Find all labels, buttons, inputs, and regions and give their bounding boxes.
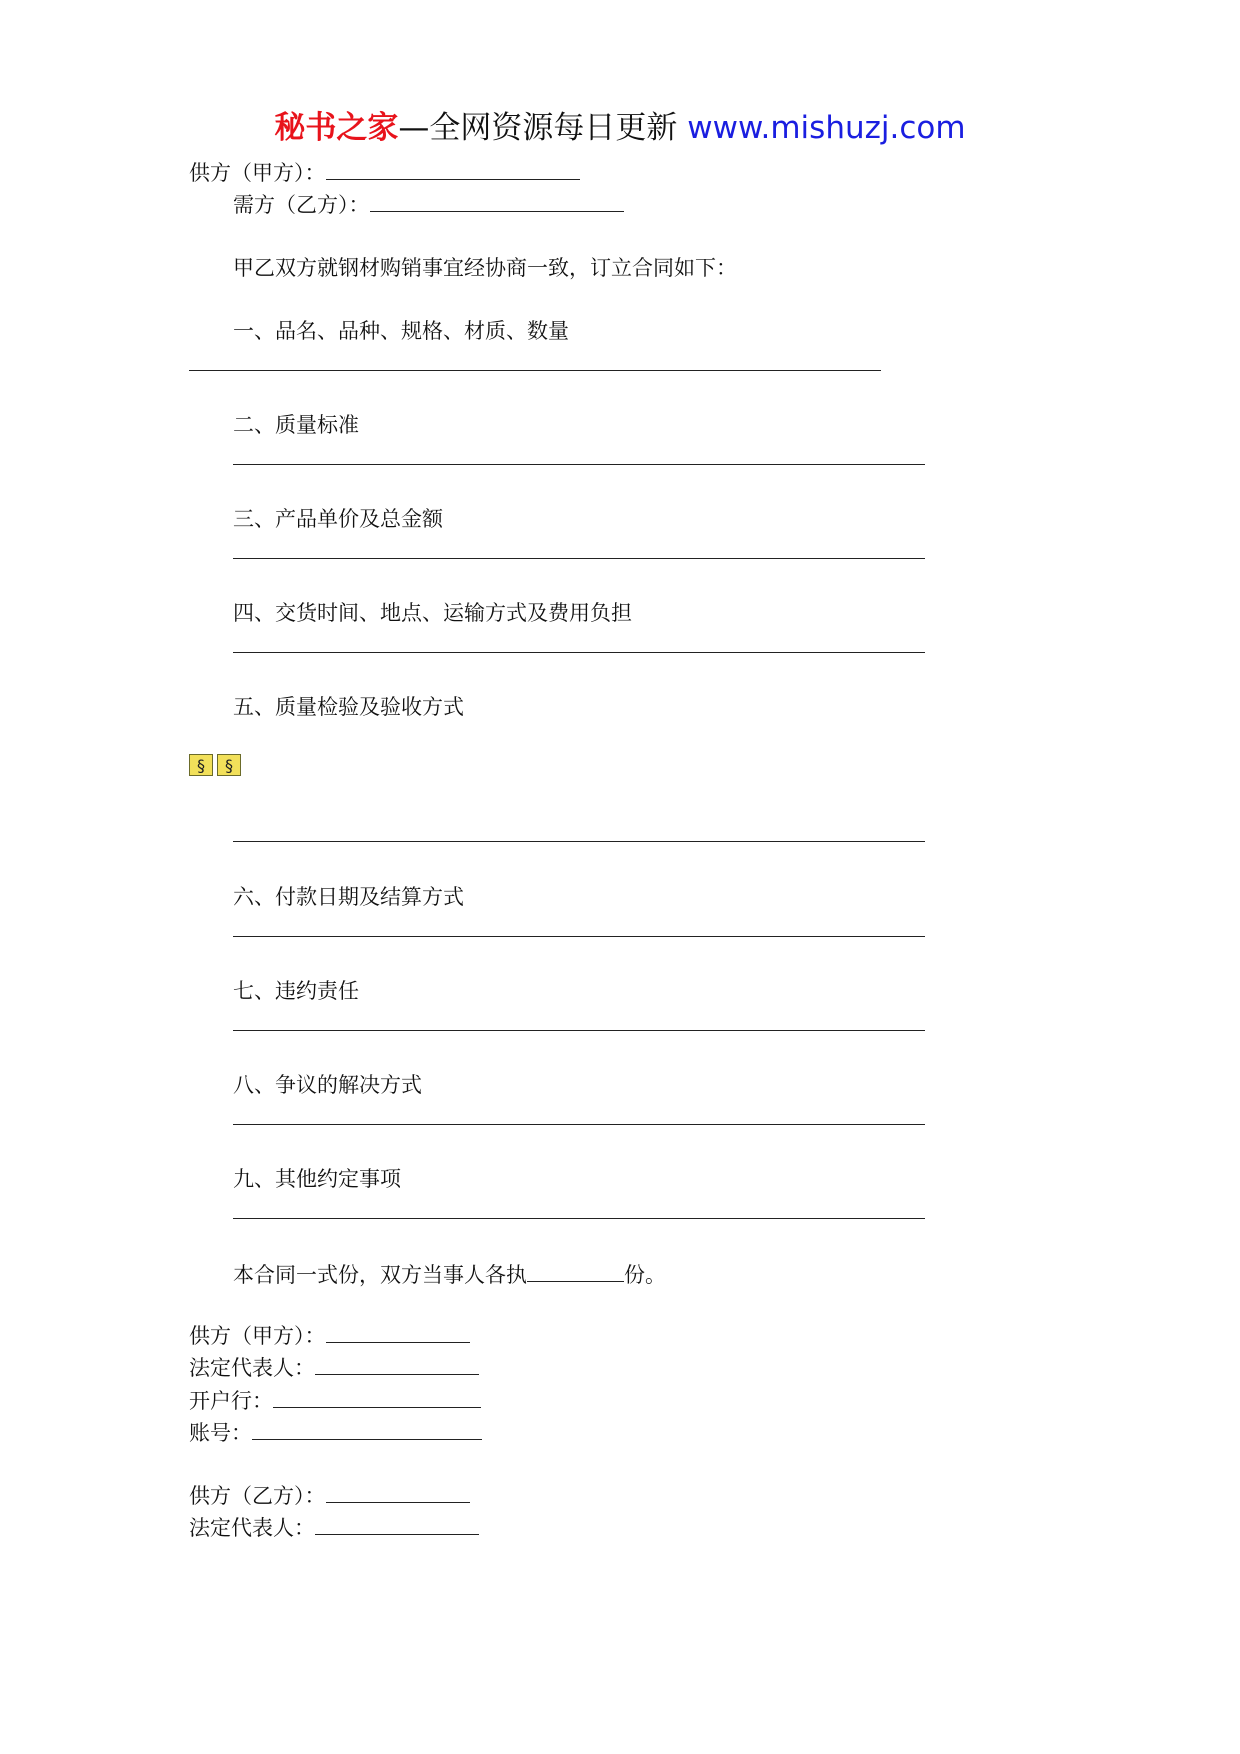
answer-line[interactable] [233, 1030, 925, 1031]
answer-line[interactable] [233, 1218, 925, 1219]
section-heading: 五、质量检验及验收方式 [233, 695, 464, 719]
sign-a-account [189, 1420, 482, 1446]
answer-line[interactable] [233, 652, 925, 653]
sign-a-rep [189, 1355, 479, 1381]
answer-line[interactable] [189, 370, 881, 371]
supplier-blank[interactable] [326, 160, 580, 180]
section-heading: 八、争议的解决方式 [233, 1073, 422, 1097]
answer-line[interactable] [233, 841, 925, 842]
answer-line[interactable] [233, 936, 925, 937]
section-heading: 七、违约责任 [233, 979, 359, 1003]
sign-b-party-blank[interactable] [326, 1483, 470, 1503]
contract-intro: 甲乙双方就钢材购销事宜经协商一致，订立合同如下： [233, 256, 737, 280]
section-heading: 六、付款日期及结算方式 [233, 885, 464, 909]
copies-blank[interactable] [527, 1262, 624, 1282]
copies-suffix: 份。 [624, 1263, 666, 1287]
section-heading: 九、其他约定事项 [233, 1167, 401, 1191]
section-heading: 四、交货时间、地点、运输方式及费用负担 [233, 601, 632, 625]
embedded-objects [189, 754, 241, 776]
sign-b-party-label: 供方（乙方）： [189, 1484, 326, 1508]
supplier-line [189, 160, 580, 186]
section-heading: 一、品名、品种、规格、材质、数量 [233, 319, 569, 343]
sign-b-party [189, 1483, 470, 1509]
buyer-blank[interactable] [370, 192, 624, 212]
header-slogan: 全网资源每日更新 [429, 110, 678, 146]
sign-a-party [189, 1323, 470, 1349]
sign-a-account-label: 账号： [189, 1421, 252, 1445]
sign-b-rep [189, 1515, 479, 1541]
answer-line[interactable] [233, 464, 925, 465]
sign-a-account-blank[interactable] [252, 1420, 482, 1440]
sign-a-rep-blank[interactable] [315, 1355, 479, 1375]
sign-a-bank-label: 开户行： [189, 1389, 273, 1413]
sign-b-rep-blank[interactable] [315, 1515, 479, 1535]
section-heading: 二、质量标准 [233, 413, 359, 437]
section-heading: 三、产品单价及总金额 [233, 507, 443, 531]
link-icon[interactable]: § [217, 754, 241, 776]
buyer-line [233, 192, 624, 218]
site-header [0, 102, 1240, 147]
site-url-link[interactable]: www.mishuzj.com [687, 110, 966, 146]
buyer-label: 需方（乙方）： [233, 193, 370, 217]
copies-clause [233, 1262, 666, 1288]
sign-a-party-label: 供方（甲方）： [189, 1324, 326, 1348]
brand-name: 秘书之家 [274, 110, 399, 146]
answer-line[interactable] [233, 558, 925, 559]
answer-line[interactable] [233, 1124, 925, 1125]
link-icon[interactable]: § [189, 754, 213, 776]
sign-a-bank [189, 1388, 481, 1414]
sign-a-rep-label: 法定代表人： [189, 1356, 315, 1380]
sign-a-bank-blank[interactable] [273, 1388, 481, 1408]
header-separator: — [398, 110, 430, 146]
sign-b-rep-label: 法定代表人： [189, 1516, 315, 1540]
sign-a-party-blank[interactable] [326, 1323, 470, 1343]
copies-prefix: 本合同一式份，双方当事人各执 [233, 1263, 527, 1287]
supplier-label: 供方（甲方）： [189, 161, 326, 185]
